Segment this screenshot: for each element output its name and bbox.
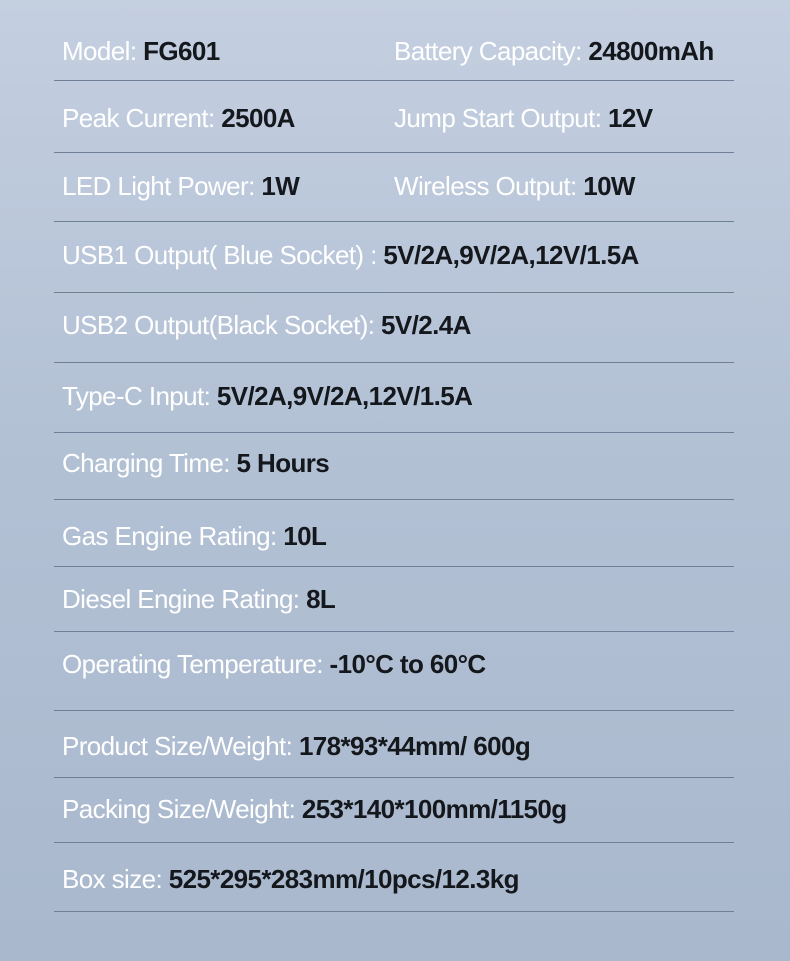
spec-value: 2500A — [221, 103, 295, 133]
spec-label: Operating Temperature: — [62, 649, 330, 679]
spec-label: Charging Time: — [62, 448, 237, 478]
spec-row — [54, 864, 734, 912]
spec-value: 1W — [261, 171, 300, 201]
spec-label: Type-C Input: — [62, 381, 217, 411]
spec-row — [54, 240, 734, 293]
spec-label: Peak Current: — [62, 103, 222, 133]
spec-value: -10°C to 60°C — [329, 649, 486, 679]
spec-cell — [62, 103, 295, 133]
spec-cell — [62, 649, 486, 679]
spec-label: Diesel Engine Rating: — [62, 584, 307, 614]
spec-value: FG601 — [143, 36, 220, 66]
spec-cell — [62, 731, 530, 761]
spec-cell — [62, 240, 639, 270]
spec-cell — [62, 864, 519, 894]
spec-label: Model: — [62, 36, 144, 66]
spec-value: 5V/2.4A — [381, 310, 471, 340]
spec-label: Jump Start Output: — [394, 103, 609, 133]
spec-row — [54, 521, 734, 567]
spec-cell — [62, 584, 335, 614]
spec-row — [54, 448, 734, 500]
spec-value: 178*93*44mm/ 600g — [298, 731, 531, 761]
spec-label: USB2 Output(Black Socket): — [62, 310, 382, 340]
spec-value: 10W — [583, 171, 635, 201]
spec-cell — [62, 310, 471, 340]
spec-row — [54, 649, 734, 711]
spec-row — [54, 310, 734, 363]
spec-cell — [394, 36, 714, 66]
spec-value: 5V/2A,9V/2A,12V/1.5A — [216, 381, 473, 411]
spec-label: Packing Size/Weight: — [62, 794, 302, 824]
spec-label: USB1 Output( Blue Socket) : — [62, 240, 384, 270]
spec-row — [54, 103, 734, 153]
spec-label: Wireless Output: — [394, 171, 584, 201]
spec-row — [54, 794, 734, 843]
spec-row — [54, 36, 734, 81]
spec-value: 5 Hours — [236, 448, 330, 478]
spec-row — [54, 381, 734, 433]
spec-value: 8L — [306, 584, 336, 614]
spec-value: 5V/2A,9V/2A,12V/1.5A — [383, 240, 639, 270]
spec-row — [54, 171, 734, 222]
spec-row — [54, 731, 734, 778]
spec-cell — [394, 103, 653, 133]
spec-label: Box size: — [62, 864, 169, 894]
spec-label: Gas Engine Rating: — [62, 521, 284, 551]
spec-value: 253*140*100mm/1150g — [301, 794, 567, 824]
spec-cell — [62, 794, 567, 824]
spec-label: Battery Capacity: — [394, 36, 589, 66]
spec-value: 12V — [608, 103, 653, 133]
spec-cell — [62, 448, 329, 478]
spec-cell — [62, 171, 299, 201]
spec-label: Product Size/Weight: — [62, 731, 299, 761]
spec-value: 10L — [283, 521, 327, 551]
spec-cell — [394, 171, 635, 201]
spec-cell — [62, 36, 220, 66]
spec-cell — [62, 381, 472, 411]
spec-row — [54, 584, 734, 632]
spec-value: 24800mAh — [588, 36, 714, 66]
spec-value: 525*295*283mm/10pcs/12.3kg — [168, 864, 519, 894]
spec-cell — [62, 521, 326, 551]
spec-label: LED Light Power: — [62, 171, 262, 201]
